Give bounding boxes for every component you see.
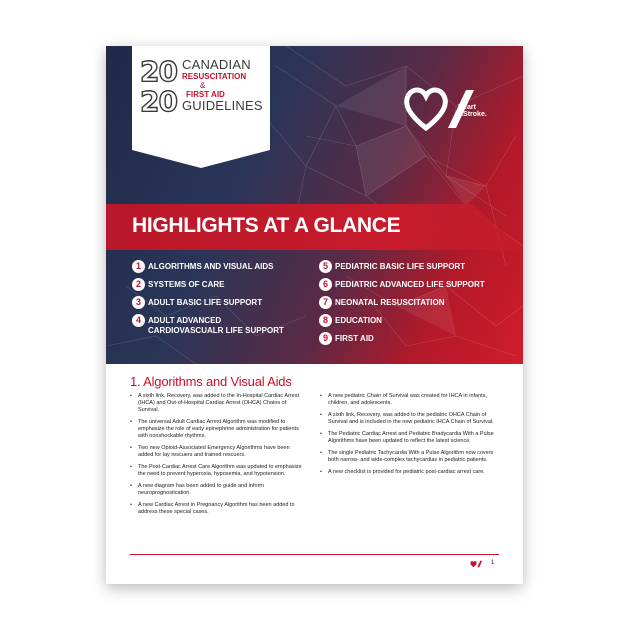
toc-item[interactable] xyxy=(132,296,312,314)
bullet-item: • A new diagram has been added to guide and inform neuroprognostication. xyxy=(128,483,304,497)
badge-line-guidelines: GUIDELINES xyxy=(182,98,263,113)
toc-number-badge: 5 xyxy=(319,260,332,273)
badge-line-first-aid: FIRST AID xyxy=(186,90,225,99)
bullet-item: • A new Cardiac Arrest in Pregnancy Algorithm has been added to address these special cases. xyxy=(128,502,304,516)
year-top-digits: 20 xyxy=(140,55,177,88)
toc-number-badge: 2 xyxy=(132,278,145,291)
toc-item[interactable] xyxy=(132,278,312,296)
toc-item[interactable] xyxy=(319,260,509,278)
toc-item[interactable] xyxy=(132,314,312,340)
hero-banner xyxy=(106,46,523,364)
toc-label: ADULT BASIC LIFE SUPPORT xyxy=(148,298,263,307)
bullet-item: • The Post-Cardiac Arrest Care Algorithm was updated to emphasize the need to prevent hyperoxia, hypoxemia, and hypotension. xyxy=(128,464,304,478)
bullet-item: • The universal Adult Cardiac Arrest Algorithm was modified to emphasize the role of early epinephrine administration for patients with nonshockable rhythms. xyxy=(128,419,304,440)
toc-label: ADULT ADVANCED CARDIOVASCUALR LIFE SUPPORT xyxy=(148,316,284,335)
document-page xyxy=(106,46,523,584)
bullet-item: • Two new Opioid-Associated Emergency Algorithms have been added for lay rescuers and trained rescuers. xyxy=(128,445,304,459)
toc-item[interactable] xyxy=(319,278,509,296)
badge-line-canadian: CANADIAN xyxy=(182,57,251,72)
bullet-item: • A sixth link, Recovery, was added to the pediatric OHCA Chain of Survival and is included in the new pediatric IHCA Chain of Survival. xyxy=(318,412,494,426)
bullet-item: • The single Pediatric Tachycardia With a Pulse Algorithm now covers both narrow- and wide-complex tachycardias in pediatric patients. xyxy=(318,450,494,464)
toc-label: SYSTEMS OF CARE xyxy=(148,280,225,289)
toc-label: ALGORITHMS AND VISUAL AIDS xyxy=(148,262,274,271)
toc-item[interactable] xyxy=(319,314,509,332)
toc-number-badge: 8 xyxy=(319,314,332,327)
logo-word-stroke: &Stroke. xyxy=(458,111,487,118)
toc-label: NEONATAL RESUSCITATION xyxy=(335,298,445,307)
toc-number-badge: 6 xyxy=(319,278,332,291)
toc-number-badge: 3 xyxy=(132,296,145,309)
section-heading: 1. Algorithms and Visual Aids xyxy=(130,374,292,389)
bullet-column-right xyxy=(318,393,494,481)
badge-text xyxy=(182,58,268,113)
badge-ampersand: & xyxy=(200,81,206,90)
bullet-item: • A sixth link, Recovery, was added to the In-Hospital Cardiac Arrest (IHCA) and Out-of-Hospital Cardiac Arrest (OHCA) Chains of Survival. xyxy=(128,393,304,414)
toc-item[interactable] xyxy=(319,296,509,314)
toc-label: FIRST AID xyxy=(335,334,374,343)
toc-label: PEDIATRIC ADVANCED LIFE SUPPORT xyxy=(335,280,485,289)
toc-item[interactable] xyxy=(132,260,312,278)
page-title: HIGHLIGHTS AT A GLANCE xyxy=(132,214,401,237)
toc-left-column xyxy=(132,260,312,340)
toc-item[interactable] xyxy=(319,332,509,350)
footer-divider xyxy=(130,554,499,555)
badge-pennant-tip xyxy=(132,150,270,168)
toc-right-column xyxy=(319,260,509,350)
bullet-column-left xyxy=(128,393,304,521)
page-number: 1 xyxy=(491,560,495,566)
toc-number-badge: 7 xyxy=(319,296,332,309)
year-bottom-digits: 20 xyxy=(140,85,177,118)
toc-number-badge: 1 xyxy=(132,260,145,273)
logo-word-heart: Heart xyxy=(458,104,476,111)
toc-label: PEDIATRIC BASIC LIFE SUPPORT xyxy=(335,262,466,271)
bullet-item: • The Pediatric Cardiac Arrest and Pediatric Bradycardia With a Pulse Algorithms have been updated to reflect the latest science. xyxy=(318,431,494,445)
footer-logo-icon xyxy=(470,559,486,569)
badge-line-resuscitation: RESUSCITATION xyxy=(182,72,247,81)
bullet-item: • A new pediatric Chain of Survival was created for IHCA in infants, children, and adolescents. xyxy=(318,393,494,407)
heart-and-stroke-logo-icon xyxy=(404,78,504,138)
toc-number-badge: 9 xyxy=(319,332,332,345)
toc-label: EDUCATION xyxy=(335,316,382,325)
logo-wordmark xyxy=(458,104,487,118)
toc-number-badge: 4 xyxy=(132,314,145,327)
bullet-item: • A new checklist is provided for pediatric post-cardiac arrest care. xyxy=(318,469,494,476)
